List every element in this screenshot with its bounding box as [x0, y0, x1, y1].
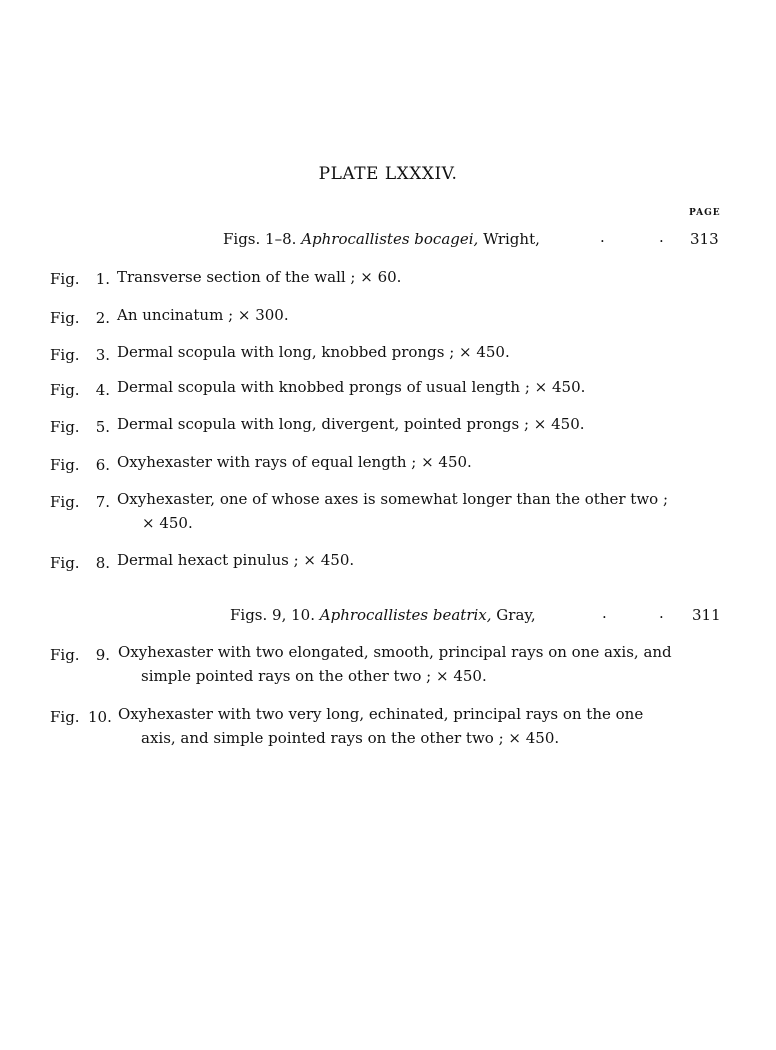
fig-label: Fig.: [50, 493, 80, 511]
fig-caption-continued: simple pointed rays on the other two ; × 450.: [141, 667, 487, 685]
fig-caption: Transverse section of the wall ; × 60.: [117, 268, 402, 286]
fig-caption: Dermal scopula with long, divergent, pointed prongs ; × 450.: [117, 415, 585, 433]
group-heading-2: [230, 606, 536, 624]
fig-caption: Dermal scopula with knobbed prongs of usual length ; × 450.: [117, 378, 586, 396]
fig-caption: An uncinatum ; × 300.: [117, 306, 289, 324]
fig-number: 7.: [95, 493, 110, 511]
page-column-label: PAGE: [689, 208, 721, 218]
fig-number: 9.: [95, 646, 110, 664]
author-name: Wright,: [483, 230, 540, 248]
fig-caption: Oxyhexaster with two elongated, smooth, principal rays on one axis, and: [118, 643, 672, 661]
figs-range: Figs. 1–8.: [223, 230, 297, 248]
fig-label: Fig.: [50, 456, 80, 474]
leader-dot: .: [659, 228, 664, 246]
fig-caption-continued: axis, and simple pointed rays on the other two ; × 450.: [141, 729, 560, 747]
fig-label: Fig.: [50, 554, 80, 572]
fig-caption: Oxyhexaster with two very long, echinated, principal rays on the one: [118, 705, 644, 723]
fig-number: 1.: [95, 270, 110, 288]
fig-caption: Oxyhexaster with rays of equal length ; × 450.: [117, 453, 472, 471]
fig-label: Fig.: [50, 270, 80, 288]
fig-label: Fig.: [50, 309, 80, 327]
fig-caption: Oxyhexaster, one of whose axes is somewhat longer than the other two ;: [117, 490, 669, 508]
page-number: 313: [690, 230, 719, 248]
species-name: Aphrocallistes bocagei,: [301, 230, 479, 248]
leader-dot: .: [600, 228, 605, 246]
species-name: Aphrocallistes beatrix,: [319, 606, 492, 624]
fig-number: 4.: [95, 381, 110, 399]
fig-number: 5.: [95, 418, 110, 436]
fig-caption-continued: × 450.: [142, 514, 193, 532]
fig-label: Fig.: [50, 646, 80, 664]
fig-label: Fig.: [50, 381, 80, 399]
fig-label: Fig.: [50, 708, 80, 726]
page-number: 311: [692, 606, 721, 624]
fig-number: 8.: [95, 554, 110, 572]
leader-dot: .: [602, 604, 607, 622]
fig-number: 2.: [95, 309, 110, 327]
plate-title: PLATE LXXXIV.: [318, 164, 458, 184]
fig-number: 6.: [95, 456, 110, 474]
author-name: Gray,: [496, 606, 536, 624]
leader-dot: .: [659, 604, 664, 622]
fig-caption: Dermal hexact pinulus ; × 450.: [117, 551, 355, 569]
fig-label: Fig.: [50, 418, 80, 436]
fig-caption: Dermal scopula with long, knobbed prongs ; × 450.: [117, 343, 510, 361]
fig-number: 3.: [95, 346, 110, 364]
group-heading-1: [223, 230, 540, 248]
figs-range: Figs. 9, 10.: [230, 606, 315, 624]
fig-label: Fig.: [50, 346, 80, 364]
fig-number: 10.: [88, 708, 112, 726]
